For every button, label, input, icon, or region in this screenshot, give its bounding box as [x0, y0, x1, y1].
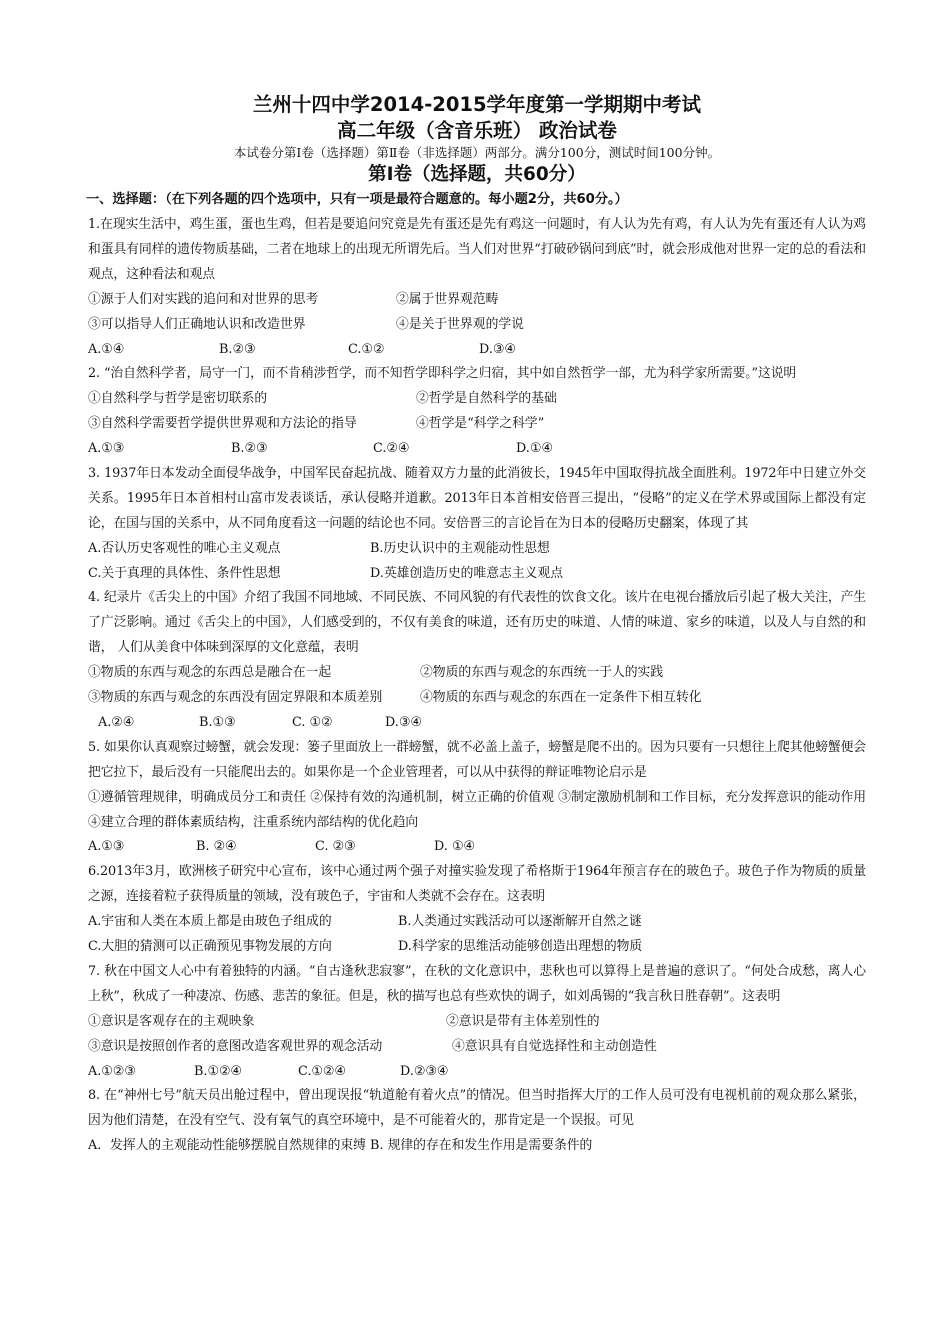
answer-choices-row [88, 537, 866, 562]
answer-choices-row: A．发挥人的主观能动性能够摆脱自然规律的束缚 B. 规律的存在和发生作用是需要条件的 [88, 1138, 593, 1154]
answer-choice: C.关于真理的具体性、条件性思想 [88, 565, 281, 581]
question-options-paragraph: ①遵循管理规律，明确成员分工和责任 ②保持有效的沟通机制，树立正确的价值观 ③制定激励机制和工作目标，充分发挥意识的能动作用 ④建立合理的群体素质结构，注重系统内部结构的优化趋向 [88, 789, 866, 830]
option: ③可以指导人们正确地认识和改造世界 [88, 316, 306, 332]
option: ④意识具有自觉选择性和主动创造性 [452, 1038, 657, 1054]
question-stem: 6.2013年3月，欧洲核子研究中心宣布，该中心通过两个强子对撞实验发现了希格斯于1964年预言存在的玻色子。玻色子作为物质的质量之源，连接着粒子获得质量的领域，没有玻色子，宇宙和人类就不会存在。这表明 [88, 864, 866, 905]
exam-note: 本试卷分第Ⅰ卷（选择题）第Ⅱ卷（非选择题）两部分。满分100分，测试时间100分钟。 [233, 145, 721, 160]
option-row [88, 686, 866, 711]
answer-choices-row [88, 437, 866, 462]
answer-choices-row [88, 711, 866, 736]
option-row [88, 313, 866, 338]
question-4 [88, 586, 866, 735]
answer-choice: D. ①④ [434, 839, 475, 855]
answer-choice: D.③④ [479, 341, 516, 357]
option-row [88, 1035, 866, 1060]
option: ①意识是客观存在的主观映象 [88, 1013, 255, 1029]
answer-choices-row [88, 910, 866, 935]
answer-choices-row [88, 935, 866, 960]
option: ④是关于世界观的学说 [396, 316, 524, 332]
question-1 [88, 213, 866, 362]
option-row [88, 288, 866, 313]
option: ②物质的东西与观念的东西统一于人的实践 [420, 665, 664, 681]
option: ④哲学是“科学之科学” [416, 416, 545, 432]
answer-choice: A.①④ [88, 341, 125, 357]
answer-choice: B.①③ [199, 714, 236, 730]
answer-choice: D.英雄创造历史的唯意志主义观点 [370, 565, 564, 581]
answer-choices-row [88, 562, 866, 587]
option: ②意识是带有主体差别性的 [446, 1013, 600, 1029]
section-instructions: 一、选择题：（在下列各题的四个选项中，只有一项是最符合题意的。每小题2分，共60分。） [86, 192, 628, 207]
section-title: 第Ⅰ卷（选择题，共60分） [368, 164, 586, 185]
answer-choice: A.①③ [88, 441, 125, 457]
answer-choice: D.③④ [385, 714, 422, 730]
answer-choice: B.人类通过实践活动可以逐渐解开自然之谜 [398, 914, 642, 930]
option-row [88, 387, 866, 412]
answer-choice: D.科学家的思维活动能够创造出理想的物质 [398, 939, 643, 955]
answer-choice: C.大胆的猜测可以正确预见事物发展的方向 [88, 939, 332, 955]
question-stem: 5. 如果你认真观察过螃蟹，就会发现：篓子里面放上一群螃蟹，就不必盖上盖子，螃蟹是爬不出的。因为只要有一只想往上爬其他螃蟹便会把它拉下，最后没有一只能爬出去的。如果你是一个企业管理者，可以从中获得的辩证唯物论启示是 [88, 739, 866, 780]
answer-choice: B.②③ [219, 341, 256, 357]
option: ①自然科学与哲学是密切联系的 [88, 391, 268, 407]
option: ③自然科学需要哲学提供世界观和方法论的指导 [88, 416, 357, 432]
question-stem: 2. “治自然科学者，局守一门，而不肯稍涉哲学，而不知哲学即科学之归宿，其中如自然哲学一部，尤为科学家所需要。”这说明 [88, 366, 797, 382]
option: ②属于世界观范畴 [396, 291, 499, 307]
answer-choices-row [88, 835, 866, 860]
option-row [88, 661, 866, 686]
answer-choice: A.①②③ [88, 1063, 136, 1079]
question-6 [88, 860, 866, 960]
option: ③意识是按照创作者的意图改造客观世界的观念活动 [88, 1038, 383, 1054]
exam-title: 兰州十四中学2014-2015学年度第一学期期中考试 [252, 93, 702, 116]
question-3 [88, 462, 866, 587]
option: ②哲学是自然科学的基础 [416, 391, 557, 407]
answer-choice: D.①④ [516, 441, 553, 457]
answer-choice: C. ①② [292, 714, 333, 730]
answer-choice: B.①②④ [194, 1063, 242, 1079]
answer-choice: D.②③④ [400, 1063, 449, 1079]
question-2 [88, 362, 866, 462]
answer-choice: A.②④ [98, 714, 135, 730]
exam-subtitle: 高二年级（含音乐班） 政治试卷 [337, 119, 617, 142]
option: ④物质的东西与观念的东西在一定条件下相互转化 [420, 690, 702, 706]
question-stem: 8. 在“神州七号”航天员出舱过程中，曾出现误报“轨道舱有着火点”的情况。但当时指挥大厅的工作人员可没有电视机前的观众那么紧张，因为他们清楚，在没有空气、没有氧气的真空环境中，是不可能着火的，那肯定是一个误报。可见 [88, 1088, 866, 1129]
question-7 [88, 960, 866, 1084]
answer-choice: B. ②④ [196, 839, 237, 855]
option-row [88, 1010, 866, 1035]
answer-choice: A.宇宙和人类在本质上都是由玻色子组成的 [88, 914, 332, 930]
option: ①源于人们对实践的追问和对世界的思考 [88, 291, 319, 307]
question-stem: 4. 纪录片《舌尖上的中国》介绍了我国不同地域、不同民族、不同风貌的有代表性的饮食文化。该片在电视台播放后引起了极大关注，产生了广泛影响。通过《舌尖上的中国》，人们感受到的，不仅有美食的味道，还有历史的味道、人情的味道、家乡的味道，以及人与自然的和谐， 人们从美食中体味到深厚的文化意蕴，表明 [88, 590, 866, 656]
answer-choices-row [88, 1060, 866, 1085]
answer-choice: A.否认历史客观性的唯心主义观点 [88, 540, 281, 556]
question-stem: 3. 1937年日本发动全面侵华战争，中国军民奋起抗战、随着双方力量的此消彼长，1945年中国取得抗战全面胜利。1972年中日建立外交关系。1995年日本首相村山富市发表谈话，承认侵略并道歉。2013年日本首相安倍晋三提出，“侵略”的定义在学术界或国际上都没有定论，在国与国的关系中，从不同角度看这一问题的结论也不同。安倍晋三的言论旨在为日本的侵略历史翻案，体现了其 [88, 465, 866, 531]
question-stem: 1.在现实生活中，鸡生蛋，蛋也生鸡，但若是要追问究竟是先有蛋还是先有鸡这一问题时，有人认为先有鸡，有人认为先有蛋还有人认为鸡和蛋具有同样的遗传物质基础，二者在地球上的出现无所谓先后。当人们对世界“打破砂锅问到底”时，就会形成他对世界一定的总的看法和观点，这种看法和观点 [88, 217, 866, 282]
answer-choices-row [88, 338, 866, 363]
option: ①物质的东西与观念的东西总是融合在一起 [88, 665, 332, 681]
answer-choice: A.①③ [88, 839, 125, 855]
option: ③物质的东西与观念的东西没有固定界限和本质差别 [88, 690, 383, 706]
answer-choice: C.②④ [373, 441, 410, 457]
question-5 [88, 736, 866, 861]
answer-choice: C.①②④ [298, 1063, 346, 1079]
answer-choice: B.历史认识中的主观能动性思想 [370, 540, 550, 556]
answer-choice: B.②③ [231, 441, 268, 457]
question-8 [88, 1084, 866, 1159]
exam-page [88, 92, 866, 1159]
question-stem: 7. 秋在中国文人心中有着独特的内涵。“自古逢秋悲寂寥”，在秋的文化意识中，悲秋也可以算得上是普遍的意识了。“何处合成愁，离人心上秋”，秋成了一种凄凉、伤感、悲苦的象征。但是，秋的描写也总有些欢快的调子，如刘禹锡的“我言秋日胜春朝”。这表明 [88, 963, 866, 1004]
answer-choice: C. ②③ [315, 839, 356, 855]
answer-choice: C.①② [348, 341, 385, 357]
option-row [88, 412, 866, 437]
